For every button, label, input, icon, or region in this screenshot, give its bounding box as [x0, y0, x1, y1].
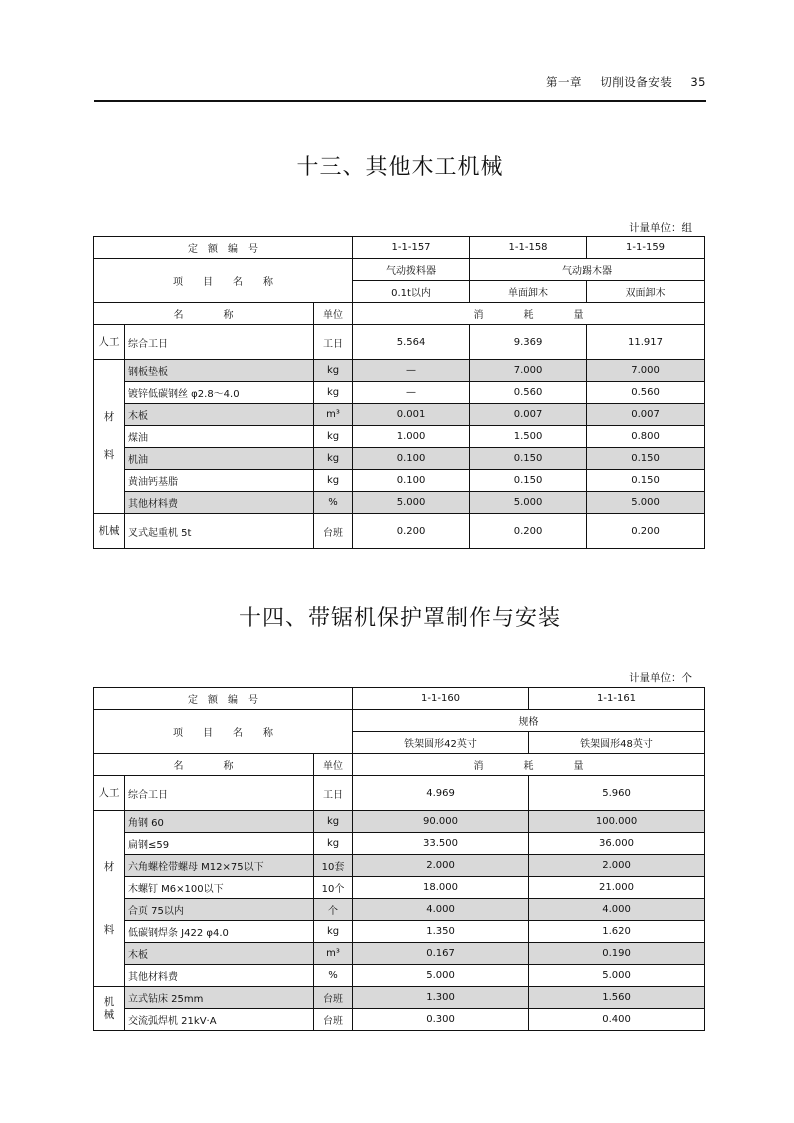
value-cell: —: [353, 360, 470, 382]
section-14-table: [93, 687, 705, 1031]
value-cell: 5.564: [353, 325, 470, 360]
item-name: 煤油: [125, 426, 314, 448]
header-rule: [94, 100, 706, 102]
value-cell: 0.560: [470, 382, 587, 404]
item-unit: 工日: [314, 776, 353, 811]
value-cell: 1.350: [353, 921, 529, 943]
item-name: 六角螺栓带螺母 M12×75以下: [125, 855, 314, 877]
item-unit: kg: [314, 382, 353, 404]
value-cell: 9.369: [470, 325, 587, 360]
group-header: 气动踢木器: [470, 259, 705, 281]
sub-header: 双面卸木: [587, 281, 705, 303]
value-cell: 4.000: [353, 899, 529, 921]
section-13-unit: 计量单位：组: [629, 222, 692, 234]
material-row: [94, 833, 705, 855]
value-cell: 1.560: [529, 987, 705, 1009]
value-cell: 0.400: [529, 1009, 705, 1031]
material-row: [94, 921, 705, 943]
item-unit: 台班: [314, 514, 353, 549]
item-name: 低碳钢焊条 J422 φ4.0: [125, 921, 314, 943]
page-number: 35: [690, 75, 706, 89]
value-cell: 0.560: [587, 382, 705, 404]
value-cell: 0.190: [529, 943, 705, 965]
item-unit: 10套: [314, 855, 353, 877]
group-header: 规格: [353, 710, 705, 732]
item-name: 综合工日: [125, 325, 314, 360]
section-14-title: 十四、带锯机保护罩制作与安装: [238, 606, 561, 631]
item-unit: kg: [314, 426, 353, 448]
item-name: 镀锌低碳钢丝 φ2.8～4.0: [125, 382, 314, 404]
item-unit: kg: [314, 470, 353, 492]
item-unit: m³: [314, 404, 353, 426]
machine-row: [94, 514, 705, 549]
item-name: 木板: [125, 943, 314, 965]
name-label: 名 称: [94, 754, 314, 776]
code-row: [94, 688, 705, 710]
material-row: [94, 943, 705, 965]
value-cell: 0.800: [587, 426, 705, 448]
section-14-unit: 计量单位：个: [629, 672, 692, 684]
consume-label: 消 耗 量: [353, 754, 705, 776]
category-material-char: 料: [103, 449, 115, 462]
value-cell: 2.000: [529, 855, 705, 877]
machine-row: [94, 1009, 705, 1031]
value-cell: 18.000: [353, 877, 529, 899]
value-cell: 11.917: [587, 325, 705, 360]
code-cell: 1-1-158: [470, 237, 587, 259]
value-cell: 0.100: [353, 448, 470, 470]
name-label: 名 称: [94, 303, 314, 325]
item-unit: 台班: [314, 1009, 353, 1031]
code-cell: 1-1-159: [587, 237, 705, 259]
category-labor: 人工: [94, 325, 125, 360]
sub-header: 0.1t以内: [353, 281, 470, 303]
material-row: [94, 448, 705, 470]
value-cell: 1.300: [353, 987, 529, 1009]
category-machine: 机械: [94, 514, 125, 549]
item-label: 项 目 名 称: [94, 259, 353, 303]
value-cell: 0.150: [470, 470, 587, 492]
value-cell: 0.150: [587, 470, 705, 492]
category-material: [94, 811, 125, 987]
item-name: 木螺钉 M6×100以下: [125, 877, 314, 899]
code-cell: 1-1-157: [353, 237, 470, 259]
value-cell: 1.500: [470, 426, 587, 448]
item-unit: %: [314, 492, 353, 514]
value-cell: 90.000: [353, 811, 529, 833]
item-unit: 10个: [314, 877, 353, 899]
value-cell: 2.000: [353, 855, 529, 877]
value-cell: 0.007: [470, 404, 587, 426]
value-cell: 0.200: [587, 514, 705, 549]
category-material-char: 料: [103, 923, 115, 936]
category-material-char: 材: [103, 411, 115, 424]
code-label: 定 额 编 号: [94, 237, 353, 259]
labor-row: [94, 776, 705, 811]
machine-row: [94, 987, 705, 1009]
value-cell: 0.167: [353, 943, 529, 965]
item-name: 角钢 60: [125, 811, 314, 833]
unit-label: 单位: [314, 754, 353, 776]
item-row: [94, 259, 705, 281]
item-name: 机油: [125, 448, 314, 470]
value-cell: 36.000: [529, 833, 705, 855]
item-name: 扁钢≤59: [125, 833, 314, 855]
value-cell: 4.969: [353, 776, 529, 811]
material-row: [94, 426, 705, 448]
sub-header: 铁架圆形42英寸: [353, 732, 529, 754]
name-header-row: [94, 303, 705, 325]
item-name: 黄油钙基脂: [125, 470, 314, 492]
value-cell: 7.000: [587, 360, 705, 382]
value-cell: 0.200: [470, 514, 587, 549]
item-unit: 工日: [314, 325, 353, 360]
section-label: 切削设备安装: [600, 75, 673, 89]
value-cell: 7.000: [470, 360, 587, 382]
value-cell: 5.960: [529, 776, 705, 811]
category-material: [94, 360, 125, 514]
value-cell: 0.150: [587, 448, 705, 470]
item-name: 合页 75以内: [125, 899, 314, 921]
value-cell: 0.100: [353, 470, 470, 492]
section-13-title: 十三、其他木工机械: [296, 155, 504, 180]
item-unit: %: [314, 965, 353, 987]
value-cell: 5.000: [470, 492, 587, 514]
item-name: 其他材料费: [125, 965, 314, 987]
item-unit: kg: [314, 448, 353, 470]
item-name: 其他材料费: [125, 492, 314, 514]
category-labor: 人工: [94, 776, 125, 811]
category-machine-char: 机: [103, 995, 115, 1008]
value-cell: 100.000: [529, 811, 705, 833]
item-unit: kg: [314, 921, 353, 943]
item-name: 交流弧焊机 21kV·A: [125, 1009, 314, 1031]
material-row: [94, 492, 705, 514]
unit-label: 单位: [314, 303, 353, 325]
item-unit: kg: [314, 833, 353, 855]
material-row: [94, 965, 705, 987]
material-row: [94, 855, 705, 877]
value-cell: 5.000: [353, 965, 529, 987]
material-row: [94, 470, 705, 492]
sub-header: 单面卸木: [470, 281, 587, 303]
labor-row: [94, 325, 705, 360]
item-unit: kg: [314, 360, 353, 382]
material-row: [94, 877, 705, 899]
value-cell: 1.000: [353, 426, 470, 448]
item-unit: 台班: [314, 987, 353, 1009]
value-cell: 0.150: [470, 448, 587, 470]
item-label: 项 目 名 称: [94, 710, 353, 754]
value-cell: —: [353, 382, 470, 404]
item-row: [94, 710, 705, 732]
item-unit: 个: [314, 899, 353, 921]
sub-header: 铁架圆形48英寸: [529, 732, 705, 754]
value-cell: 0.200: [353, 514, 470, 549]
group-header: 气动拨料器: [353, 259, 470, 281]
category-machine-char: 械: [103, 1008, 115, 1021]
code-label: 定 额 编 号: [94, 688, 353, 710]
value-cell: 0.001: [353, 404, 470, 426]
material-row: [94, 382, 705, 404]
value-cell: 0.300: [353, 1009, 529, 1031]
value-cell: 4.000: [529, 899, 705, 921]
value-cell: 5.000: [353, 492, 470, 514]
value-cell: 0.007: [587, 404, 705, 426]
value-cell: 1.620: [529, 921, 705, 943]
item-name: 木板: [125, 404, 314, 426]
material-row: [94, 404, 705, 426]
page-header: [94, 74, 706, 90]
value-cell: 21.000: [529, 877, 705, 899]
item-name: 立式钻床 25mm: [125, 987, 314, 1009]
section-13-table: [93, 236, 705, 549]
item-name: 叉式起重机 5t: [125, 514, 314, 549]
chapter-label: 第一章: [546, 75, 583, 89]
material-row: [94, 899, 705, 921]
item-name: 综合工日: [125, 776, 314, 811]
code-cell: 1-1-161: [529, 688, 705, 710]
item-unit: m³: [314, 943, 353, 965]
value-cell: 33.500: [353, 833, 529, 855]
category-machine: [94, 987, 125, 1031]
item-name: 钢板垫板: [125, 360, 314, 382]
code-row: [94, 237, 705, 259]
item-unit: kg: [314, 811, 353, 833]
consume-label: 消 耗 量: [353, 303, 705, 325]
material-row: [94, 811, 705, 833]
material-row: [94, 360, 705, 382]
value-cell: 5.000: [529, 965, 705, 987]
value-cell: 5.000: [587, 492, 705, 514]
name-header-row: [94, 754, 705, 776]
category-material-char: 材: [103, 860, 115, 873]
code-cell: 1-1-160: [353, 688, 529, 710]
